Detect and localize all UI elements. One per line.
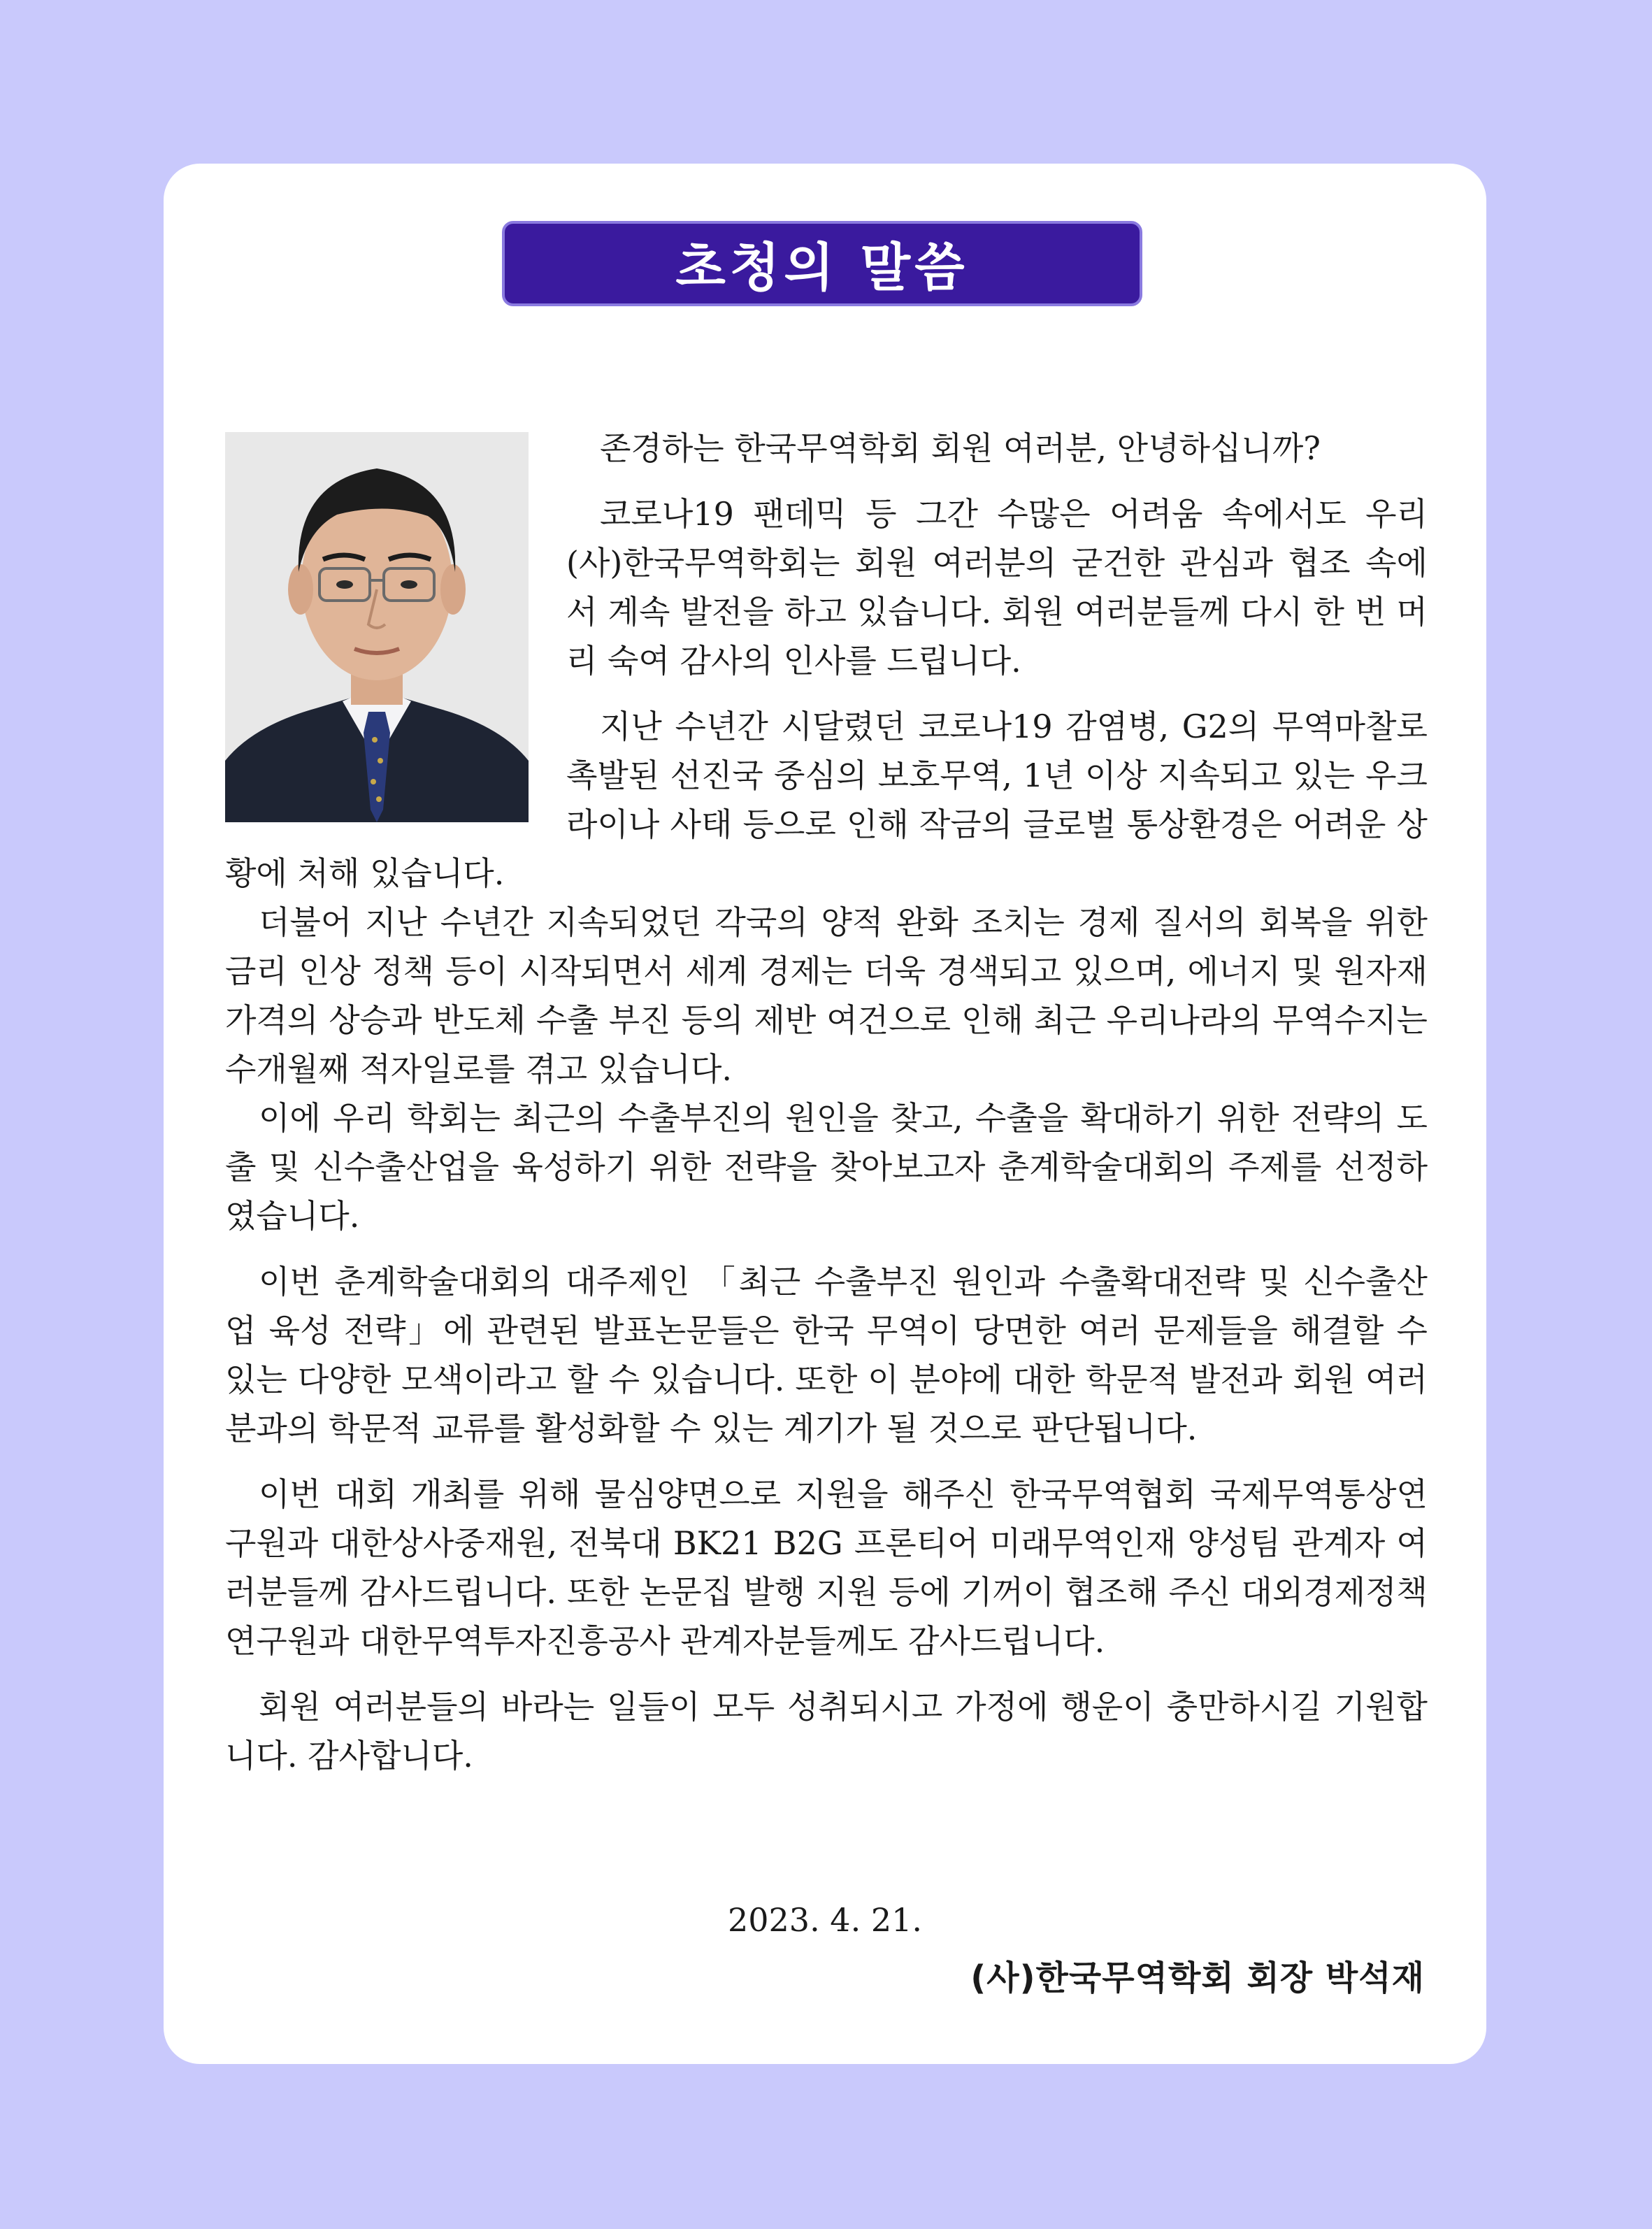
paragraph: 코로나19 팬데믹 등 그간 수많은 어려움 속에서도 우리 (사)한국무역학회는 회원 여러분의 굳건한 관심과 협조 속에서 계속 발전을 하고 있습니다. 회원 여러분들께 다시 한 번 머리 숙여 감사의 인사를 드립니다. <box>566 495 1428 680</box>
letter-card <box>164 164 1486 2064</box>
letter-body <box>225 424 1428 1780</box>
page-title: 초청의 말씀 <box>675 238 969 298</box>
letter-signature: (사)한국무역학회 회장 박석재 <box>970 1958 1425 1998</box>
paragraph: 이번 춘계학술대회의 대주제인 「최근 수출부진 원인과 수출확대전략 및 신수출산업 육성 전략」에 관련된 발표논문들은 한국 무역이 당면한 여러 문제들을 해결할 수 있는 다양한 모색이라고 할 수 있습니다. 또한 이 분야에 대한 학문적 발전과 회원 여러분과의 학문적 교류를 활성화할 수 있는 계기가 될 것으로 판단됩니다. <box>225 1263 1428 1447</box>
paragraph: 지난 수년간 시달렸던 코로나19 감염병, G2의 무역마찰로 촉발된 선진국 중심의 보호무역, 1년 이상 지속되고 있는 우크라이나 사태 등으로 인해 작금의 글로벌 통상환경은 어려운 상황에 처해 있습니다. <box>225 708 1428 892</box>
paragraph: 더불어 지난 수년간 지속되었던 각국의 양적 완화 조치는 경제 질서의 회복을 위한 금리 인상 정책 등이 시작되면서 세계 경제는 더욱 경색되고 있으며, 에너지 및 원자재 가격의 상승과 반도체 수출 부진 등의 제반 여건으로 인해 최근 우리나라의 무역수지는 수개월째 적자일로를 겪고 있습니다. <box>225 903 1428 1088</box>
paragraph: 회원 여러분들의 바라는 일들이 모두 성취되시고 가정에 행운이 충만하시길 기원합니다. 감사합니다. <box>225 1688 1428 1775</box>
photo-spacer <box>225 424 566 836</box>
paragraph-greeting: 존경하는 한국무역학회 회원 여러분, 안녕하십니까? <box>600 429 1321 467</box>
paragraph: 이에 우리 학회는 최근의 수출부진의 원인을 찾고, 수출을 확대하기 위한 전략의 도출 및 신수출산업을 육성하기 위한 전략을 찾아보고자 춘계학술대회의 주제를 선정하였습니다. <box>225 1099 1428 1235</box>
letter-date: 2023. 4. 21. <box>728 1901 922 1939</box>
paragraph: 이번 대회 개최를 위해 물심양면으로 지원을 해주신 한국무역협회 국제무역통상연구원과 대한상사중재원, 전북대 BK21 B2G 프론티어 미래무역인재 양성팀 관계자 여러분들께 감사드립니다. 또한 논문집 발행 지원 등에 기꺼이 협조해 주신 대외경제정책연구원과 대한무역투자진흥공사 관계자분들께도 감사드립니다. <box>225 1475 1428 1660</box>
title-banner <box>502 221 1142 306</box>
